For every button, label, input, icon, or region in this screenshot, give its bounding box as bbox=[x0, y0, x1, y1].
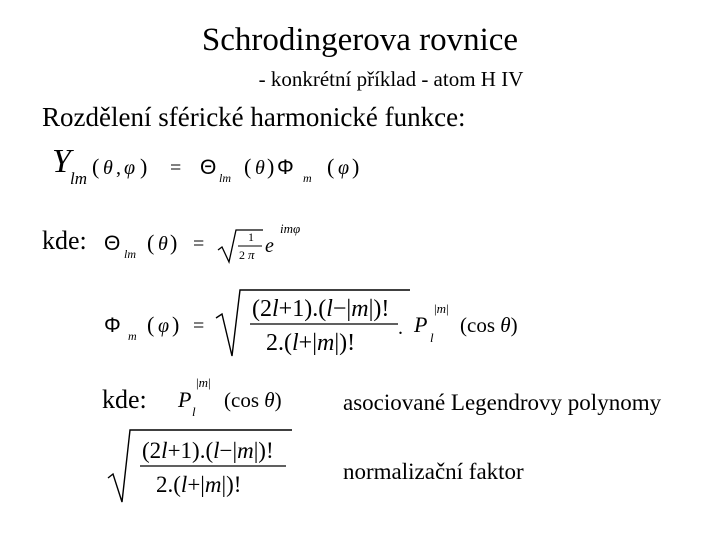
svg-text:): ) bbox=[352, 154, 360, 179]
svg-text:(: ( bbox=[147, 230, 155, 255]
intro-text: Rozdělení sférické harmonické funkce: bbox=[42, 102, 466, 132]
svg-text:(2l+1).(l−|m|)!: (2l+1).(l−|m|)! bbox=[252, 296, 390, 322]
svg-text:): ) bbox=[172, 312, 180, 337]
svg-text:,: , bbox=[116, 157, 121, 179]
svg-text:): ) bbox=[267, 154, 275, 179]
svg-text:(: ( bbox=[147, 312, 155, 337]
svg-text:2.(l+|m|)!: 2.(l+|m|)! bbox=[266, 330, 356, 356]
kde-label-1: kde: bbox=[42, 226, 87, 255]
svg-text:m: m bbox=[128, 329, 137, 343]
svg-text:2.(l+|m|)!: 2.(l+|m|)! bbox=[156, 472, 242, 497]
svg-text:lm: lm bbox=[219, 171, 231, 185]
svg-text:lm: lm bbox=[70, 169, 87, 188]
svg-text:m: m bbox=[303, 171, 312, 185]
svg-text:=: = bbox=[170, 157, 182, 179]
svg-text:e: e bbox=[265, 235, 274, 257]
svg-text:l: l bbox=[192, 404, 196, 419]
svg-text:): ) bbox=[140, 154, 148, 179]
svg-text:=: = bbox=[193, 233, 205, 255]
svg-text:Θ: Θ bbox=[200, 156, 217, 179]
svg-text:=: = bbox=[193, 315, 205, 337]
svg-text:π: π bbox=[248, 247, 255, 262]
svg-text:(cos θ): (cos θ) bbox=[224, 388, 282, 412]
ylm-equation bbox=[52, 143, 359, 188]
svg-text:Θ: Θ bbox=[104, 232, 121, 255]
svg-text:(2l+1).(l−|m|)!: (2l+1).(l−|m|)! bbox=[142, 438, 274, 463]
svg-text:φ: φ bbox=[338, 157, 350, 179]
svg-text:.: . bbox=[398, 317, 403, 339]
legendre-polynomial bbox=[177, 375, 282, 419]
normalization-description: normalizační faktor bbox=[343, 459, 524, 484]
svg-text:lm: lm bbox=[124, 247, 136, 261]
svg-text:): ) bbox=[170, 230, 178, 255]
svg-text:θ: θ bbox=[103, 157, 113, 179]
kde-label-2: kde: bbox=[102, 385, 147, 414]
svg-text:|m|: |m| bbox=[434, 301, 449, 316]
theta-equation bbox=[104, 221, 300, 262]
svg-text:Φ: Φ bbox=[277, 156, 294, 179]
svg-text:θ: θ bbox=[255, 157, 265, 179]
svg-text:Φ: Φ bbox=[104, 314, 121, 337]
svg-text:(cos θ): (cos θ) bbox=[460, 313, 518, 337]
svg-text:φ: φ bbox=[158, 315, 170, 337]
svg-text:(: ( bbox=[327, 154, 335, 179]
svg-text:l: l bbox=[430, 330, 434, 345]
svg-text:|m|: |m| bbox=[196, 375, 211, 390]
slide-subtitle: - konkrétní příklad - atom H IV bbox=[258, 67, 524, 91]
svg-text:(: ( bbox=[92, 154, 100, 179]
svg-text:imφ: imφ bbox=[280, 221, 301, 236]
svg-text:P: P bbox=[414, 312, 428, 337]
normalization-factor bbox=[108, 430, 292, 502]
svg-text:1: 1 bbox=[248, 230, 254, 244]
phi-equation bbox=[104, 290, 518, 356]
svg-text:P: P bbox=[178, 387, 192, 412]
svg-text:Y: Y bbox=[52, 143, 71, 180]
legendre-description: asociované Legendrovy polynomy bbox=[343, 390, 662, 415]
svg-text:θ: θ bbox=[158, 233, 168, 255]
svg-text:2: 2 bbox=[239, 248, 245, 262]
svg-text:(: ( bbox=[244, 154, 252, 179]
slide-title: Schrodingerova rovnice bbox=[201, 22, 519, 58]
svg-text:φ: φ bbox=[124, 157, 136, 179]
